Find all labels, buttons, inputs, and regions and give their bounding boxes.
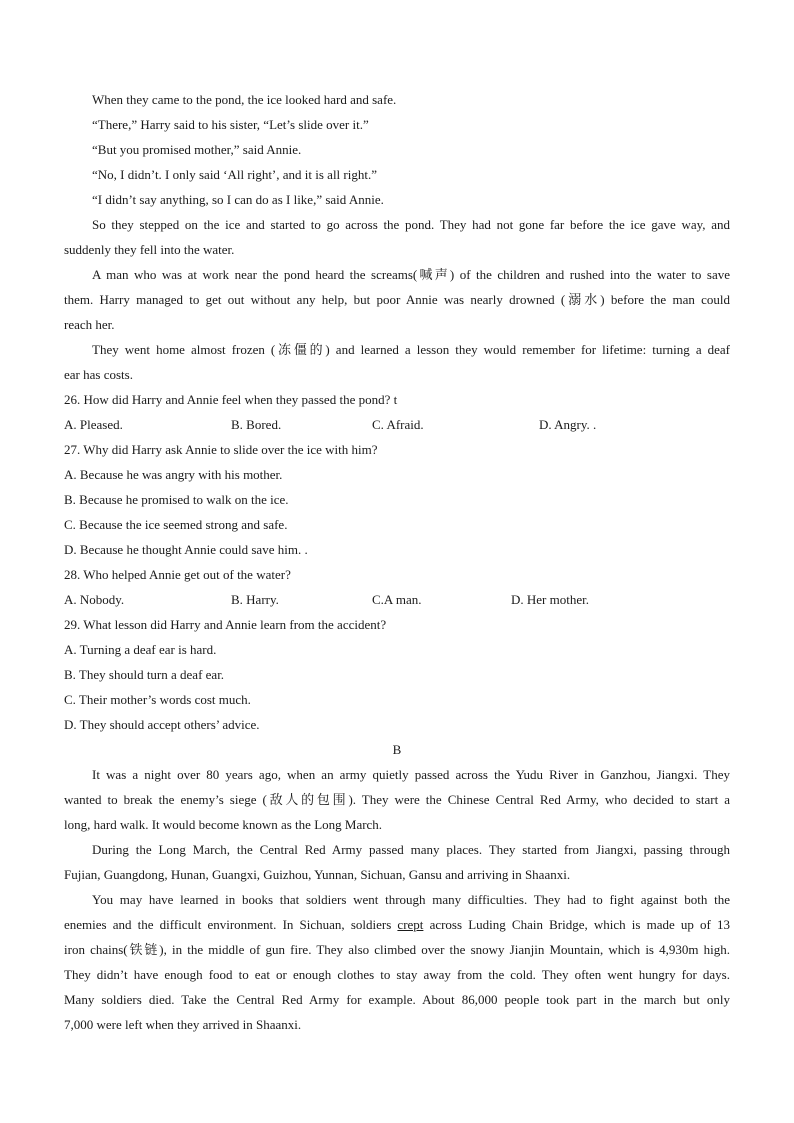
option-b: B. Bored. (231, 417, 282, 432)
option-d: D. Angry. . (539, 417, 597, 432)
option-a: A. Nobody. (64, 592, 125, 607)
passage-b-line: You may have learned in books that soldiers went through many difficulties. They had to fight against both the (92, 892, 730, 907)
option-a: A. Pleased. (64, 417, 123, 432)
question-28 (64, 562, 730, 612)
option-b: B. Because he promised to walk on the ice. (64, 492, 289, 507)
passage-a-line: them. Harry managed to get out without any help, but poor Annie was nearly drowned (溺水) before the man could (64, 292, 730, 307)
question-26 (64, 387, 730, 437)
passage-a-paragraph: When they came to the pond, the ice looked hard and safe. (92, 92, 397, 107)
passage-a-paragraph: “But you promised mother,” said Annie. (92, 142, 302, 157)
passage-b-line: Many soldiers died. Take the Central Red Army for example. About 86,000 people took part in the march but only (64, 992, 730, 1007)
passage-b-line: 7,000 were left when they arrived in Shaanxi. (64, 1017, 302, 1032)
passage-a-paragraph: “I didn’t say anything, so I can do as I like,” said Annie. (92, 192, 384, 207)
option-a: A. Turning a deaf ear is hard. (64, 642, 217, 657)
passage-a-line: So they stepped on the ice and started to go across the pond. They had not gone far before the ice gave way, and (92, 217, 730, 232)
question-stem: 28. Who helped Annie get out of the water? (64, 567, 291, 582)
passage-a-line: ear has costs. (64, 367, 133, 382)
passage-b-line (64, 912, 730, 937)
question-27 (64, 437, 730, 562)
question-stem: 29. What lesson did Harry and Annie learn from the accident? (64, 617, 387, 632)
passage-b-line: wanted to break the enemy’s siege (敌人的包围). They were the Chinese Central Red Army, who decided to start a (64, 792, 730, 807)
passage-a-line: suddenly they fell into the water. (64, 242, 235, 257)
passage-a-paragraph: “There,” Harry said to his sister, “Let’s slide over it.” (92, 117, 369, 132)
passage-b-line: long, hard walk. It would become known as the Long March. (64, 817, 383, 832)
passage-a-line: A man who was at work near the pond heard the screams(喊声) of the children and rushed into the water to save (92, 267, 730, 282)
passage-text: across Luding Chain Bridge, which is made up of 13 (429, 917, 730, 932)
question-stem: 26. How did Harry and Annie feel when they passed the pond? t (64, 392, 398, 407)
options-row (64, 412, 730, 437)
passage-a-line: They went home almost frozen (冻僵的) and learned a lesson they would remember for lifetime: turning a deaf (92, 342, 730, 357)
passage-b-line: They didn’t have enough food to eat or enough clothes to stay away from the cold. They often went hungry for days. (64, 967, 730, 982)
question-29 (64, 612, 730, 737)
option-c: C.A man. (372, 592, 422, 607)
passage-b-line: It was a night over 80 years ago, when an army quietly passed across the Yudu River in Ganzhou, Jiangxi. They (92, 767, 730, 782)
option-c: C. Afraid. (372, 417, 424, 432)
option-c: C. Because the ice seemed strong and safe. (64, 517, 288, 532)
passage-b-line: During the Long March, the Central Red Army passed many places. They started from Jiangxi, passing through (92, 842, 730, 857)
passage-b-line: iron chains(铁链), in the middle of gun fire. They also climbed over the snowy Jianjin Mountain, which is 4,930m high. (64, 942, 730, 957)
passage-a-paragraph: “No, I didn’t. I only said ‘All right’, and it is all right.” (92, 167, 377, 182)
underlined-word: crept (397, 917, 424, 932)
passage-a-line: reach her. (64, 317, 115, 332)
options-row (64, 587, 730, 612)
passage-b (64, 762, 730, 1037)
option-d: D. Her mother. (511, 592, 589, 607)
section-heading: B (392, 742, 402, 757)
option-a: A. Because he was angry with his mother. (64, 467, 283, 482)
option-d: D. They should accept others’ advice. (64, 717, 260, 732)
option-c: C. Their mother’s words cost much. (64, 692, 251, 707)
passage-a (64, 87, 730, 387)
passage-b-line: Fujian, Guangdong, Hunan, Guangxi, Guizhou, Yunnan, Sichuan, Gansu and arriving in Shaanxi. (64, 867, 571, 882)
option-b: B. Harry. (231, 592, 279, 607)
passage-text: enemies and the difficult environment. In Sichuan, soldiers (64, 917, 392, 932)
question-stem: 27. Why did Harry ask Annie to slide over the ice with him? (64, 442, 378, 457)
option-b: B. They should turn a deaf ear. (64, 667, 225, 682)
page-content (64, 87, 730, 1037)
option-d: D. Because he thought Annie could save him. . (64, 542, 308, 557)
